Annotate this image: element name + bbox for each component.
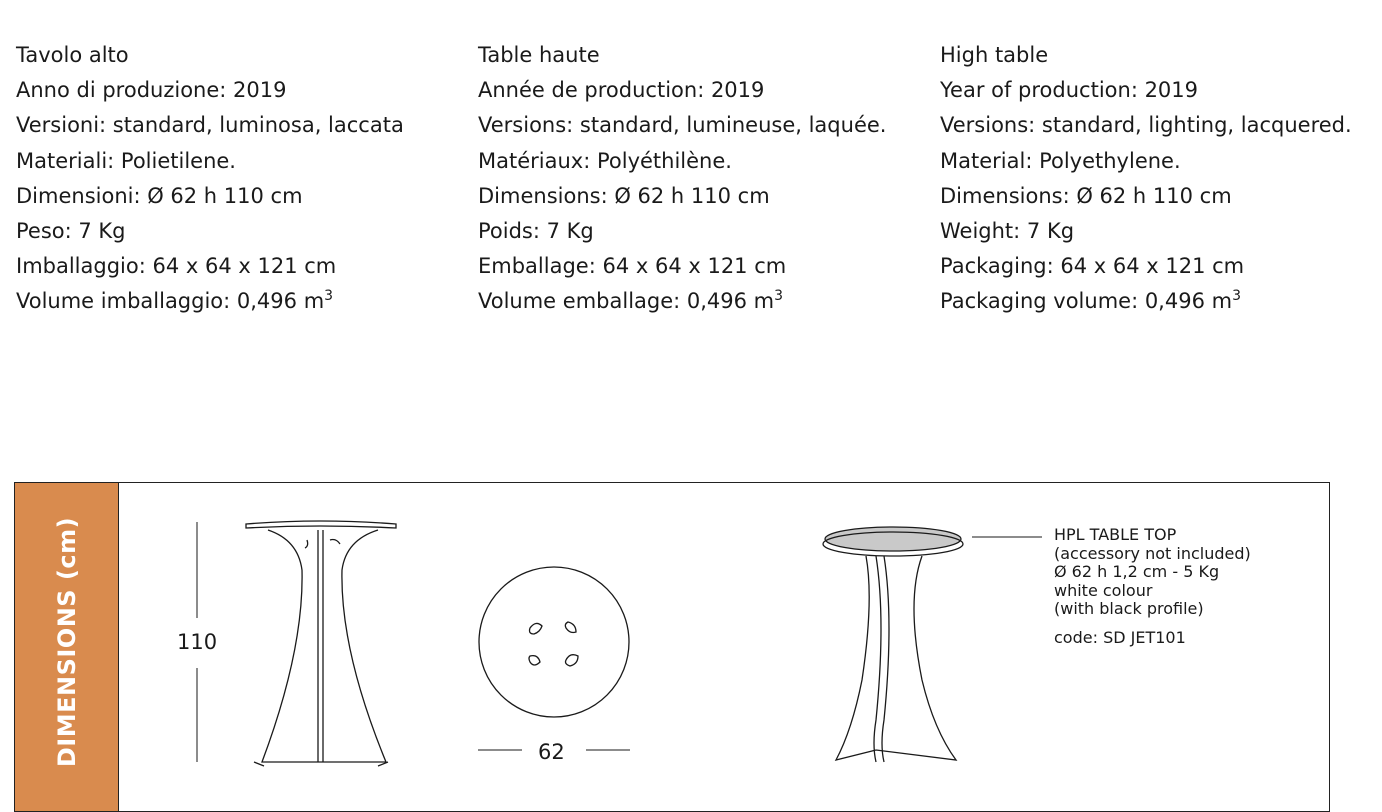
spec-title: Tavolo alto	[16, 43, 129, 67]
spec-dimensions: Dimensions: Ø 62 h 110 cm	[478, 183, 770, 208]
accessory-note-line: (with black profile)	[1054, 599, 1204, 618]
spec-packaging: Imballaggio: 64 x 64 x 121 cm	[16, 254, 337, 279]
spec-dimensions: Dimensions: Ø 62 h 110 cm	[940, 183, 1232, 208]
spec-year: Year of production: 2019	[940, 78, 1199, 103]
diameter-dimension-label: 62	[538, 740, 565, 764]
spec-versions: Versions: standard, lumineuse, laquée.	[478, 113, 887, 138]
spec-title: High table	[940, 43, 1049, 67]
spec-weight: Weight: 7 Kg	[940, 219, 1075, 244]
spec-packaging: Emballage: 64 x 64 x 121 cm	[478, 254, 787, 279]
spec-material: Materiali: Polietilene.	[16, 148, 236, 173]
spec-versions: Versions: standard, lighting, lacquered.	[940, 113, 1352, 138]
spec-versions: Versioni: standard, luminosa, laccata	[16, 113, 404, 138]
spec-weight: Poids: 7 Kg	[478, 219, 594, 244]
accessory-note-line: (accessory not included)	[1054, 543, 1251, 563]
spec-year: Anno di produzione: 2019	[16, 78, 287, 103]
spec-packaging-volume: Volume imballaggio: 0,496 $m^3$	[16, 288, 334, 314]
spec-material: Matériaux: Polyéthilène.	[478, 148, 732, 173]
accessory-note-line: Ø 62 h 1,2 cm - 5 Kg	[1054, 562, 1220, 581]
spec-weight: Peso: 7 Kg	[16, 219, 126, 244]
height-dimension-label: 110	[177, 630, 218, 654]
table-perspective-drawing	[823, 527, 1042, 762]
accessory-code: code: SD JET101	[1054, 627, 1186, 647]
spec-packaging-volume: Packaging volume: 0,496 $m^3$	[940, 288, 1241, 314]
dimensions-tab-label: DIMENSIONS (cm)	[53, 516, 81, 768]
spec-dimensions: Dimensioni: Ø 62 h 110 cm	[16, 183, 303, 208]
accessory-note-title: HPL TABLE TOP	[1054, 525, 1177, 544]
accessory-note	[1054, 526, 1251, 647]
accessory-note-line: white colour	[1054, 580, 1153, 600]
table-side-view-drawing	[197, 521, 396, 766]
spec-material: Material: Polyethylene.	[940, 148, 1181, 173]
spec-year: Année de production: 2019	[478, 78, 765, 103]
spec-packaging: Packaging: 64 x 64 x 121 cm	[940, 254, 1245, 279]
spec-packaging-volume: Volume emballage: 0,496 $m^3$	[478, 288, 784, 314]
table-top-view-drawing	[478, 567, 630, 750]
spec-title: Table haute	[478, 43, 600, 67]
